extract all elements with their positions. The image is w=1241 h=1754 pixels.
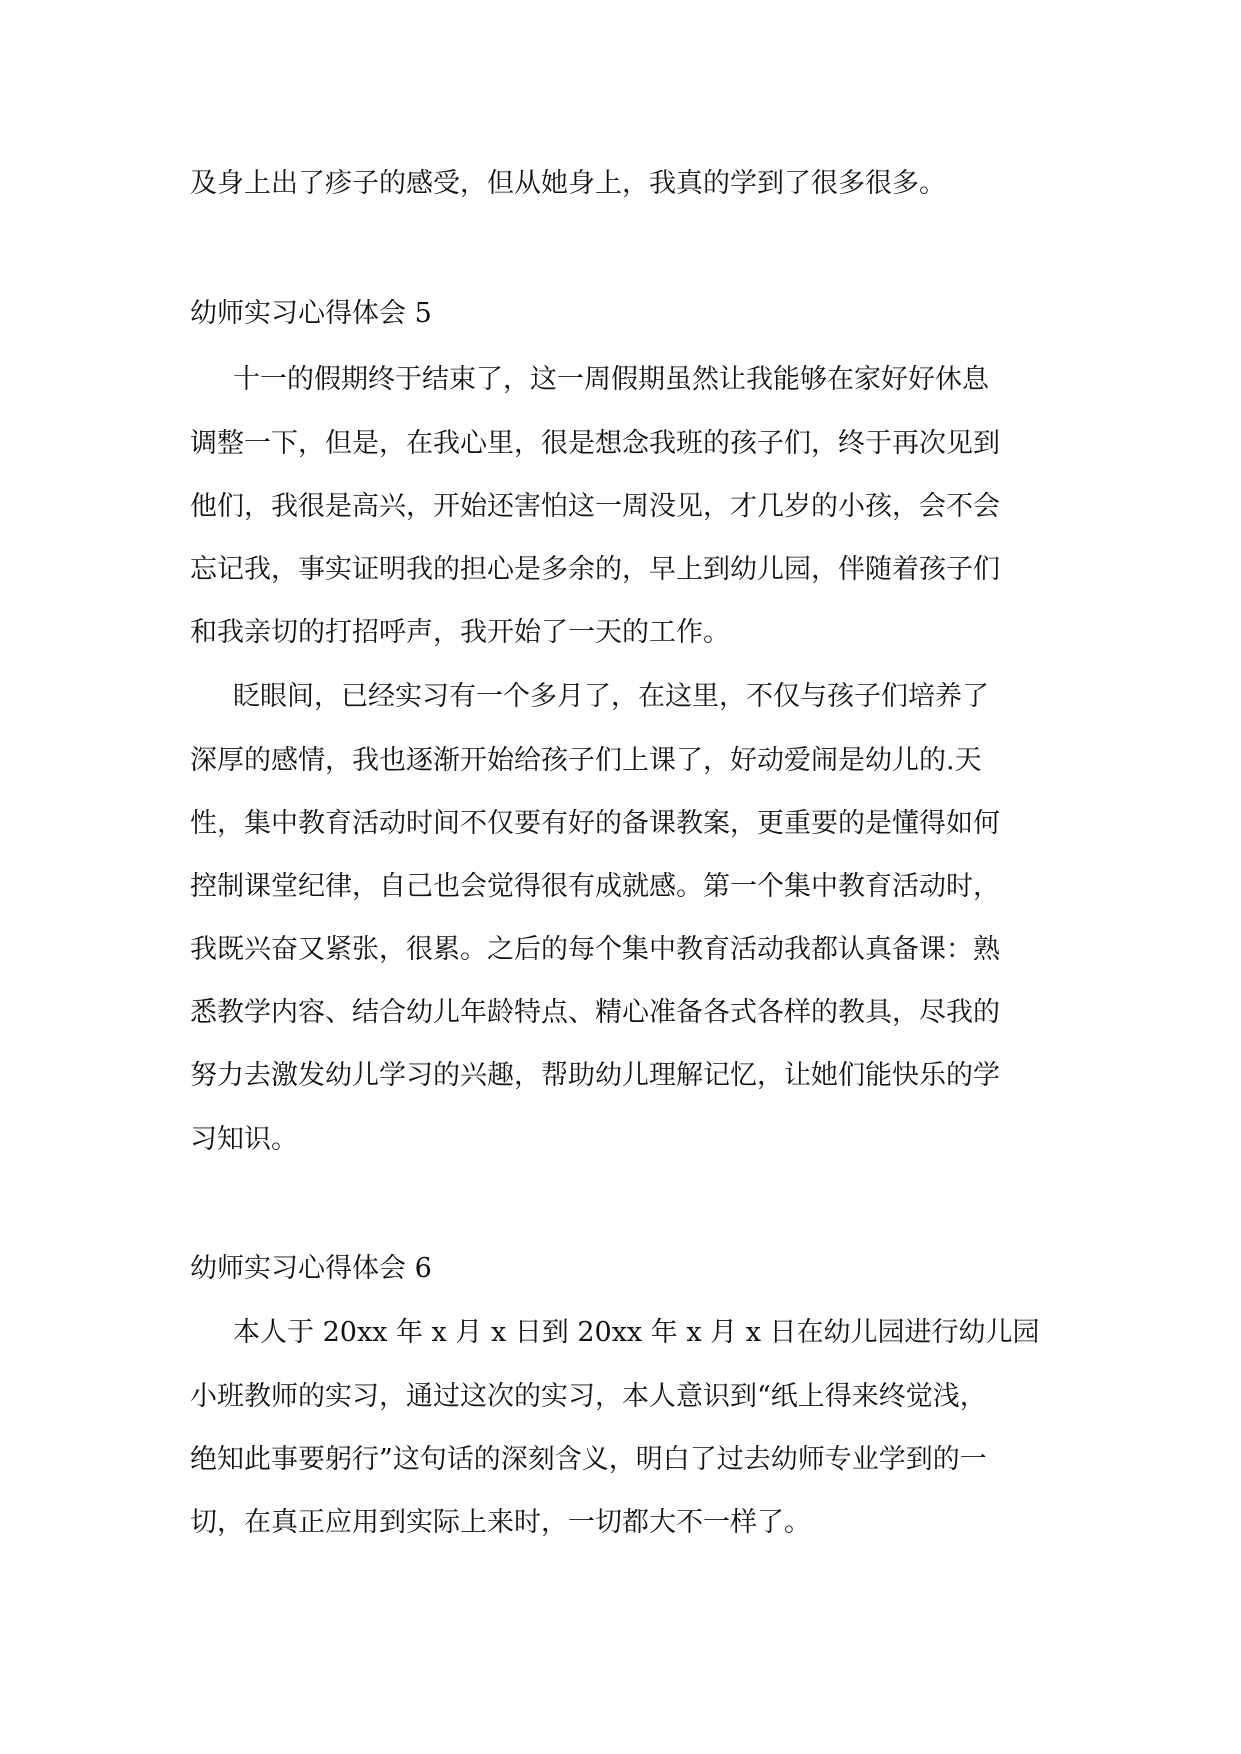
paragraph-line: 小班教师的实习，通过这次的实习，本人意识到“纸上得来终觉浅， xyxy=(190,1381,987,1412)
paragraph-line: 十一的假期终于结束了，这一周假期虽然让我能够在家好好休息 xyxy=(233,364,989,395)
section-heading: 幼师实习心得体会 5 xyxy=(190,298,432,329)
paragraph-line: 忘记我，事实证明我的担心是多余的，早上到幼儿园，伴随着孩子们 xyxy=(190,554,1000,585)
paragraph-line: 及身上出了疹子的感受，但从她身上，我真的学到了很多很多。 xyxy=(190,168,946,199)
paragraph-line: 努力去激发幼儿学习的兴趣，帮助幼儿理解记忆，让她们能快乐的学 xyxy=(190,1060,1000,1091)
paragraph-line: 深厚的感情，我也逐渐开始给孩子们上课了，好动爱闹是幼儿的.天 xyxy=(190,745,982,776)
paragraph-line: 调整一下，但是，在我心里，很是想念我班的孩子们，终于再次见到 xyxy=(190,428,1000,459)
paragraph-line: 他们，我很是高兴，开始还害怕这一周没见，才几岁的小孩，会不会 xyxy=(190,491,1000,522)
paragraph-line: 绝知此事要躬行”这句话的深刻含义，明白了过去幼师专业学到的一 xyxy=(190,1444,987,1475)
paragraph-line: 切，在真正应用到实际上来时，一切都大不一样了。 xyxy=(190,1507,811,1538)
paragraph-line: 习知识。 xyxy=(190,1124,298,1155)
paragraph-line: 性，集中教育活动时间不仅要有好的备课教案，更重要的是懂得如何 xyxy=(190,808,1000,839)
paragraph-line: 本人于 20xx 年 x 月 x 日到 20xx 年 x 月 x 日在幼儿园进行幼儿园 xyxy=(233,1317,1040,1348)
section-heading: 幼师实习心得体会 6 xyxy=(190,1253,432,1284)
paragraph-line: 和我亲切的打招呼声，我开始了一天的工作。 xyxy=(190,617,730,648)
paragraph-line: 控制课堂纪律，自己也会觉得很有成就感。第一个集中教育活动时， xyxy=(190,871,1000,902)
paragraph-line: 我既兴奋又紧张，很累。之后的每个集中教育活动我都认真备课：熟 xyxy=(190,934,1000,965)
paragraph-line: 眨眼间，已经实习有一个多月了，在这里，不仅与孩子们培养了 xyxy=(233,681,989,712)
paragraph-line: 悉教学内容、结合幼儿年龄特点、精心准备各式各样的教具，尽我的 xyxy=(190,997,1000,1028)
